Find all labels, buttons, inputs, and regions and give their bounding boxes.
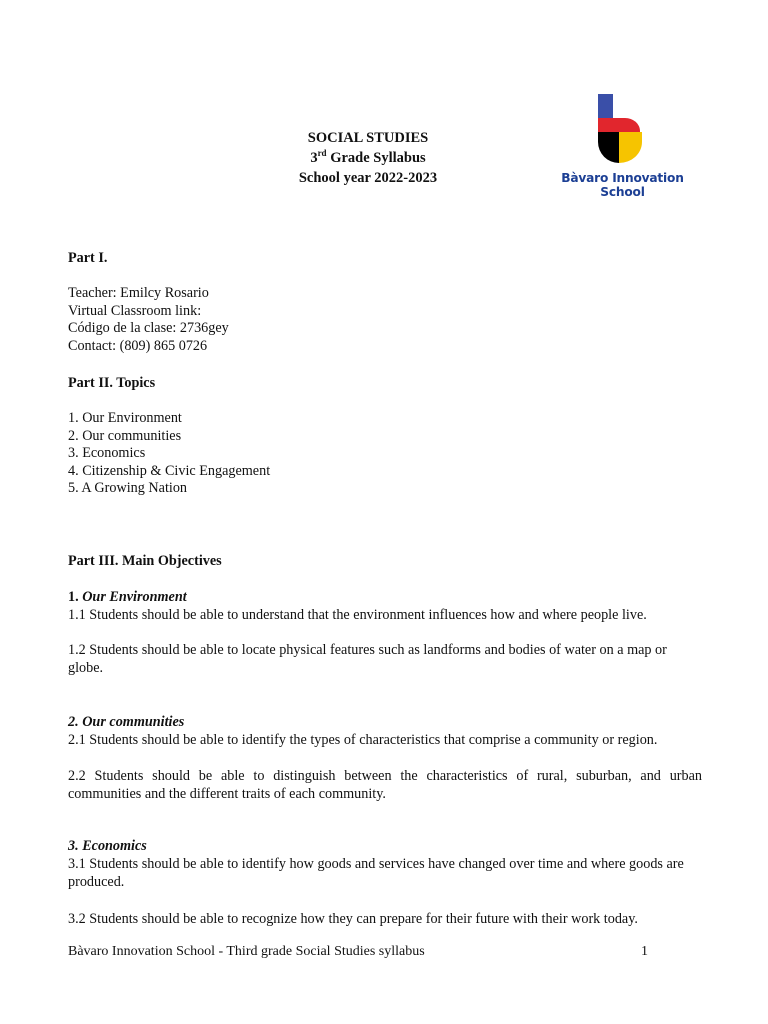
class-code: Código de la clase: 2736gey xyxy=(68,320,229,336)
logo-yellow-shape xyxy=(619,132,642,163)
logo-wordmark: Bàvaro Innovation School xyxy=(561,171,684,199)
part3-heading: Part III. Main Objectives xyxy=(68,553,222,569)
page-number: 1 xyxy=(641,944,648,959)
topic-item: 4. Citizenship & Civic Engagement xyxy=(68,462,271,479)
page-footer xyxy=(68,943,648,961)
logo-red-shape xyxy=(598,118,640,132)
grade-line: 3rd Grade Syllabus xyxy=(310,148,426,166)
topic-item: 2. Our communities xyxy=(68,427,182,444)
topics-list xyxy=(68,410,702,498)
document-title: SOCIAL STUDIES xyxy=(307,130,429,146)
section1-title: 1. Our Environment xyxy=(68,589,187,605)
school-logo-icon xyxy=(595,94,647,164)
teacher-name: Teacher: Emilcy Rosario xyxy=(68,285,209,301)
topic-item: 3. Economics xyxy=(68,445,146,461)
objective-2-2: 2.2 Students should be able to distinguish between the characteristics of rural, suburban, and urban communities and the different traits of each community. xyxy=(68,768,702,802)
logo-blue-shape xyxy=(598,94,613,118)
objective-3-2: 3.2 Students should be able to recognize how they can prepare for their future with their work today. xyxy=(68,911,638,927)
part1-heading: Part I. xyxy=(68,250,108,266)
virtual-classroom-link: Virtual Classroom link: xyxy=(68,302,202,319)
topic-item: 1. Our Environment xyxy=(68,410,182,426)
objective-1-1: 1.1 Students should be able to understand that the environment influences how and where people live. xyxy=(68,607,647,623)
part2-heading: Part II. Topics xyxy=(68,375,156,391)
school-year: School year 2022-2023 xyxy=(298,170,438,186)
objective-2-1: 2.1 Students should be able to identify the types of characteristics that comprise a community or region. xyxy=(68,732,658,748)
document-title-block xyxy=(220,128,516,188)
teacher-info xyxy=(68,285,702,355)
contact-phone: Contact: (809) 865 0726 xyxy=(68,337,208,354)
objective-1-2: 1.2 Students should be able to locate physical features such as landforms and bodies of water on a map or globe. xyxy=(68,642,667,676)
section2-title: 2. Our communities xyxy=(68,714,185,730)
logo-black-shape xyxy=(598,132,619,163)
school-logo xyxy=(555,94,690,204)
topic-item: 5. A Growing Nation xyxy=(68,480,188,496)
objective-3-1: 3.1 Students should be able to identify how goods and services have changed over time and where goods are produced. xyxy=(68,856,684,890)
section3-title: 3. Economics xyxy=(68,838,147,854)
footer-text: Bàvaro Innovation School - Third grade Social Studies syllabus xyxy=(68,944,425,959)
